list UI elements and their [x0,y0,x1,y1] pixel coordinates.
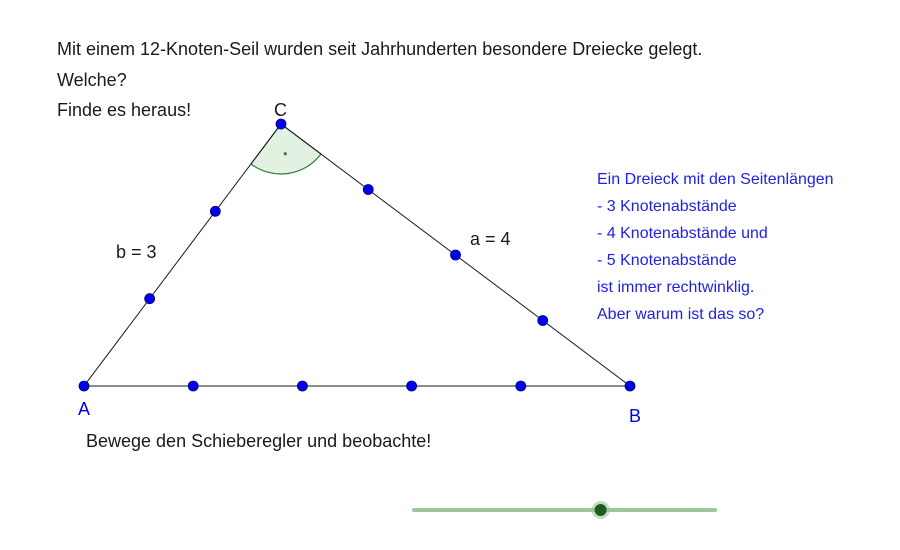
knot-point[interactable] [188,381,198,391]
knot-point[interactable] [451,250,461,260]
vertex-b-label: B [629,406,642,426]
side-b-label: b = 3 [116,242,157,262]
knot-point[interactable] [625,381,635,391]
knot-point[interactable] [79,381,89,391]
task-line-1: Mit einem 12-Knoten-Seil wurden seit Jahrhunderten besondere Dreiecke gelegt. [57,39,703,59]
info-line: - 4 Knotenabstände und [597,225,768,242]
side-b-line [84,124,281,386]
knot-point[interactable] [516,381,526,391]
side-a-label: a = 4 [470,229,511,249]
knot-point[interactable] [297,381,307,391]
slider-knob[interactable] [595,504,607,516]
vertex-c-label: C [274,100,287,120]
vertex-a-label: A [78,399,91,419]
knot-point[interactable] [363,185,373,195]
info-box [597,166,834,328]
task-line-3: Finde es heraus! [57,100,192,120]
knot-point[interactable] [210,206,220,216]
knot-point[interactable] [276,119,286,129]
knot-point[interactable] [538,316,548,326]
knot-point[interactable] [407,381,417,391]
right-angle-marker [251,124,321,174]
info-line: - 5 Knotenabstände [597,252,737,269]
knot-point[interactable] [145,294,155,304]
knot-points [79,119,635,391]
task-line-2: Welche? [57,70,127,90]
info-line: - 3 Knotenabstände [597,198,737,215]
info-line: ist immer rechtwinklig. [597,279,755,296]
info-line: Ein Dreieck mit den Seitenlängen [597,171,834,188]
slider-hint: Bewege den Schieberegler und beobachte! [86,431,432,451]
right-angle-dot [284,152,287,155]
info-line: Aber warum ist das so? [597,306,765,323]
